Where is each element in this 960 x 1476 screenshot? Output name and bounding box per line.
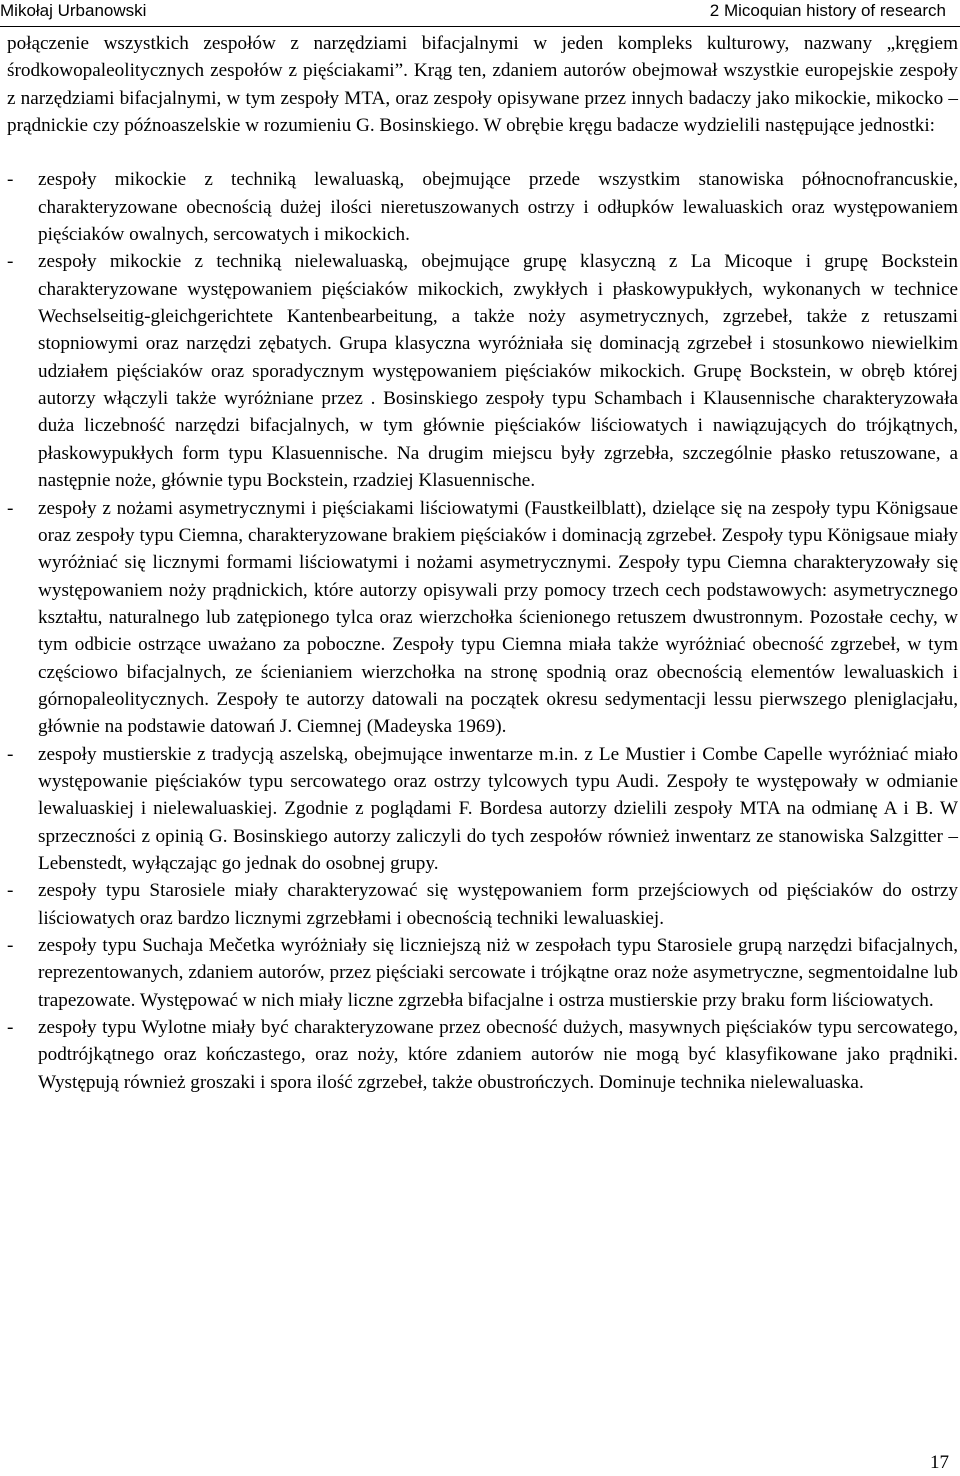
list-item [7,1014,958,1096]
list-item [7,495,958,741]
list-dash: - [7,1017,14,1039]
header-author: Mikołaj Urbanowski [0,1,147,20]
list-item [7,877,958,932]
running-header [0,0,960,27]
list-dash: - [7,169,14,191]
list-item [7,741,958,878]
list-dash: - [7,743,14,765]
list-item-text: zespoły z nożami asymetrycznymi i pięściakami liściowatymi (Faustkeilblatt), dzielące się na zespoły typu Königsaue oraz zespoły typu Ciemna, charakteryzowane brakiem pięściaków i dominacją zgrzebeł. Zespoły typu Königsaue miały wyróżniać się licznymi formami liściowatymi i nożami asymetrycznymi. Zespoły typu Ciemna charakteryzowały się występowaniem noży prądnickich, które autorzy opisywali przy pomocy trzech cech podstawowych: asymetrycznego kształtu, naturalnego lub zatępionego tylca oraz wierzchołka ścienionego retuszem dwustronnym. Pozostałe cechy, w tym odbicie ostrzące uważano za poboczne. Zespoły typu Ciemna miała także wyróżniać obecność zgrzebeł, w tym częściowo bifacjalnych, ze ścienianiem wierzchołka na stronę spodnią oraz obecnością elementów lewaluaskich i górnopaleolitycznych. Zespoły te autorzy datowali na początek okresu sedymentacji lessu pierwszego pleniglacjału, głównie na podstawie datowań J. Ciemnej (Madeyska 1969). [38,497,958,738]
list-dash: - [7,935,14,956]
list-item [7,248,958,494]
list-dash: - [7,251,14,273]
list-item-text: zespoły mikockie z techniką nielewaluaską, obejmujące grupę klasyczną z La Micoque i grupę Bockstein charakteryzowane występowaniem pięściaków mikockich, zwykłych i płaskowypukłych, wykonanych w technice Wechselseitig-gleichgerichtete Kantenbearbeitung, a także noży asymetrycznych, zgrzebeł, także z retuszami stopniowymi oraz narzędzi zębatych. Grupa klasyczna wyróżniała się dominacją zgrzebeł i stosunkowo niewielkim udziałem pięściaków oraz sporadycznym występowaniem pięściaków mikockich. Grupę Bockstein, w obręb której autorzy włączyli także wyróżniane przez . Bosinskiego zespoły typu Schambach i Klausennische charakteryzowała duża liczebność narzędzi bifacjalnych, w tym głównie pięściaków liściowatych i nawiązujących do trójkątnych, płaskowypukłych form typu Klasuennische. Na drugim miejscu były zgrzebła, szczególnie płasko retuszowane, a następnie noże, głównie typu Bockstein, rzadziej Klasuennische. [38,251,958,492]
list-item [7,166,958,248]
list-item-text: zespoły mustierskie z tradycją aszelską, obejmujące inwentarze m.in. z Le Mustier i Combe Capelle wyróżniać miało występowanie pięściaków typu sercowatego oraz ostrzy tylcowych typu Audi. Zespoły te występowały w odmianie lewaluaskiej i nielewaluaskiej. Zgodnie z poglądami F. Bordesa autorzy dzielili zespoły MTA na odmianę A i B. W sprzeczności z opinią G. Bosinskiego autorzy zaliczyli do tych zespołów również inwentarz ze stanowiska Salzgitter – Lebenstedt, wyłączając go jednak do osobnej grupy. [38,743,958,874]
list-item-text: zespoły typu Starosiele miały charakteryzować się występowaniem form przejściowych od pięściaków do ostrzy liściowatych oraz bardzo licznymi zgrzebłami i obecnością techniki lewaluaskiej. [38,880,958,929]
list-item-text: zespoły typu Wylotne miały być charakteryzowane przez obecność dużych, masywnych pięściaków typu sercowatego, podtrójkątnego oraz kończastego, oraz noży, które zdaniem autorów nie mogą być klasyfikowane jako prądniki. Występują również groszaki i spora ilość zgrzebeł, także obustrończych. Dominuje technika nielewaluaska. [38,1017,958,1093]
header-chapter-title: 2 Micoquian history of research [709,1,946,20]
page-body [7,30,958,1096]
intro-paragraph: połączenie wszystkich zespołów z narzędziami bifacjalnymi w jeden kompleks kulturowy, nazwany „kręgiem środkowopaleolitycznych zespołów z pięściakami”. Krąg ten, zdaniem autorów obejmował wszystkie europejskie zespoły z narzędziami bifacjalnymi, w tym zespoły MTA, oraz zespoły opisywane przez innych badaczy jako mikockie, mikocko – prądnickie czy późnoaszelskie w rozumieniu G. Bosinskiego. W obrębie kręgu badacze wydzielili następujące jednostki: [7,33,958,137]
list-item [7,932,958,1014]
list-item-text: zespoły typu Suchaja Mečetka wyróżniały się liczniejszą niż w zespołach typu Starosiele grupą narzędzi bifacjalnych, reprezentowanych, zdaniem autorów, przez pięściaki sercowate i trójkątne oraz noże asymetryczne, segmentoidalne lub trapezowate. Występować w nich miały liczne zgrzebła bifacjalne i ostrza mustierskie przy braku form liściowatych. [38,935,958,1011]
list-dash: - [7,497,14,519]
list-dash: - [7,880,14,902]
list-item-text: zespoły mikockie z techniką lewaluaską, obejmujące przede wszystkim stanowiska północnofrancuskie, charakteryzowane obecnością dużej ilości nieretuszowanych ostrzy i odłupków lewaluaskich oraz występowaniem pięściaków owalnych, sercowatych i mikockich. [38,169,958,246]
page-number: 17 [930,1452,949,1473]
